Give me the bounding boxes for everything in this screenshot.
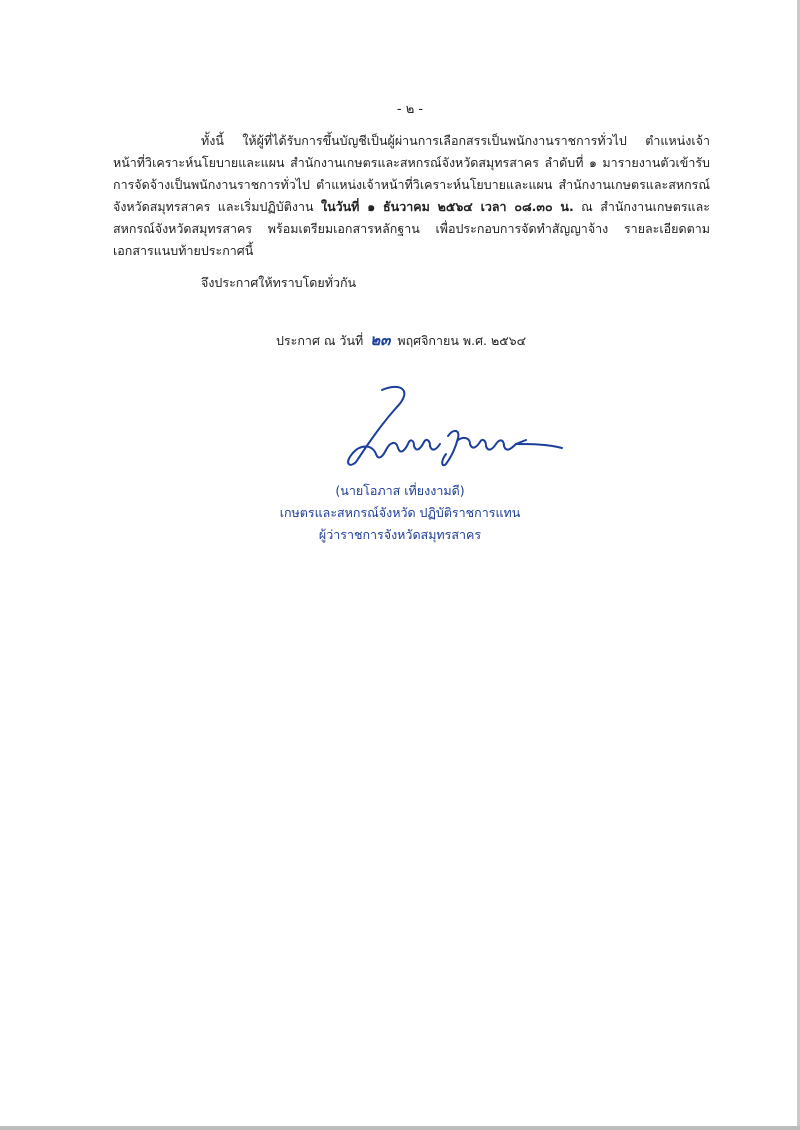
signer-on-behalf: ผู้ว่าราชการจังหวัดสมุทรสาคร [318, 527, 482, 542]
date-suffix: พฤศจิกายน พ.ศ. ๒๕๖๔ [397, 333, 527, 348]
date-prefix: ประกาศ ณ วันที่ [276, 333, 364, 348]
document-body [113, 130, 710, 294]
scan-edge-bottom [0, 1126, 800, 1130]
signature-icon [330, 378, 570, 473]
main-paragraph-part-1: ทั้งนี้ ให้ผู้ที่ได้รับการขึ้นบัญชีเป็นผู้ผ่านการเลือกสรรเป็นพนักงานราชการทั่วไป ตำแหน่งเจ้าหน้าที่วิเคราะห์นโยบายและแผน สำนักงานเกษตรและสหกรณ์จังหวัดสมุทรสาคร ลำดับที่ ๑ มารายงานตัวเข้ารับการจัดจ้างเป็นพนักงานราชการทั่วไป ตำแหน่งเจ้าหน้าที่วิเคราะห์นโยบายและแผน สำนักงานเกษตรและสหกรณ์จังหวัดสมุทรสาคร และเริ่มปฏิบัติงาน [113, 133, 710, 214]
signer-name: (นายโอภาส เที่ยงงามดี) [335, 483, 465, 498]
announcement-date [276, 328, 526, 352]
page-number: - ๒ - [396, 102, 424, 117]
main-paragraph-part-2: ณ สำนักงานเกษตรและสหกรณ์จังหวัดสมุทรสาคร พร้อมเตรียมเอกสารหลักฐาน เพื่อประกอบการจัดทำสัญญาจ้าง รายละเอียดตามเอกสารแนบท้ายประกาศนี้ [113, 199, 710, 258]
signer-block [250, 480, 550, 546]
handwritten-day: ๒๓ [370, 331, 391, 349]
signer-position: เกษตรและสหกรณ์จังหวัด ปฏิบัติราชการแทน [279, 505, 521, 520]
report-date-highlight: ในวันที่ ๑ ธันวาคม ๒๕๖๔ เวลา ๐๘.๓๐ น. [320, 199, 574, 214]
closing-paragraph: จึงประกาศให้ทราบโดยทั่วกัน [201, 275, 357, 290]
main-paragraph [113, 130, 710, 262]
